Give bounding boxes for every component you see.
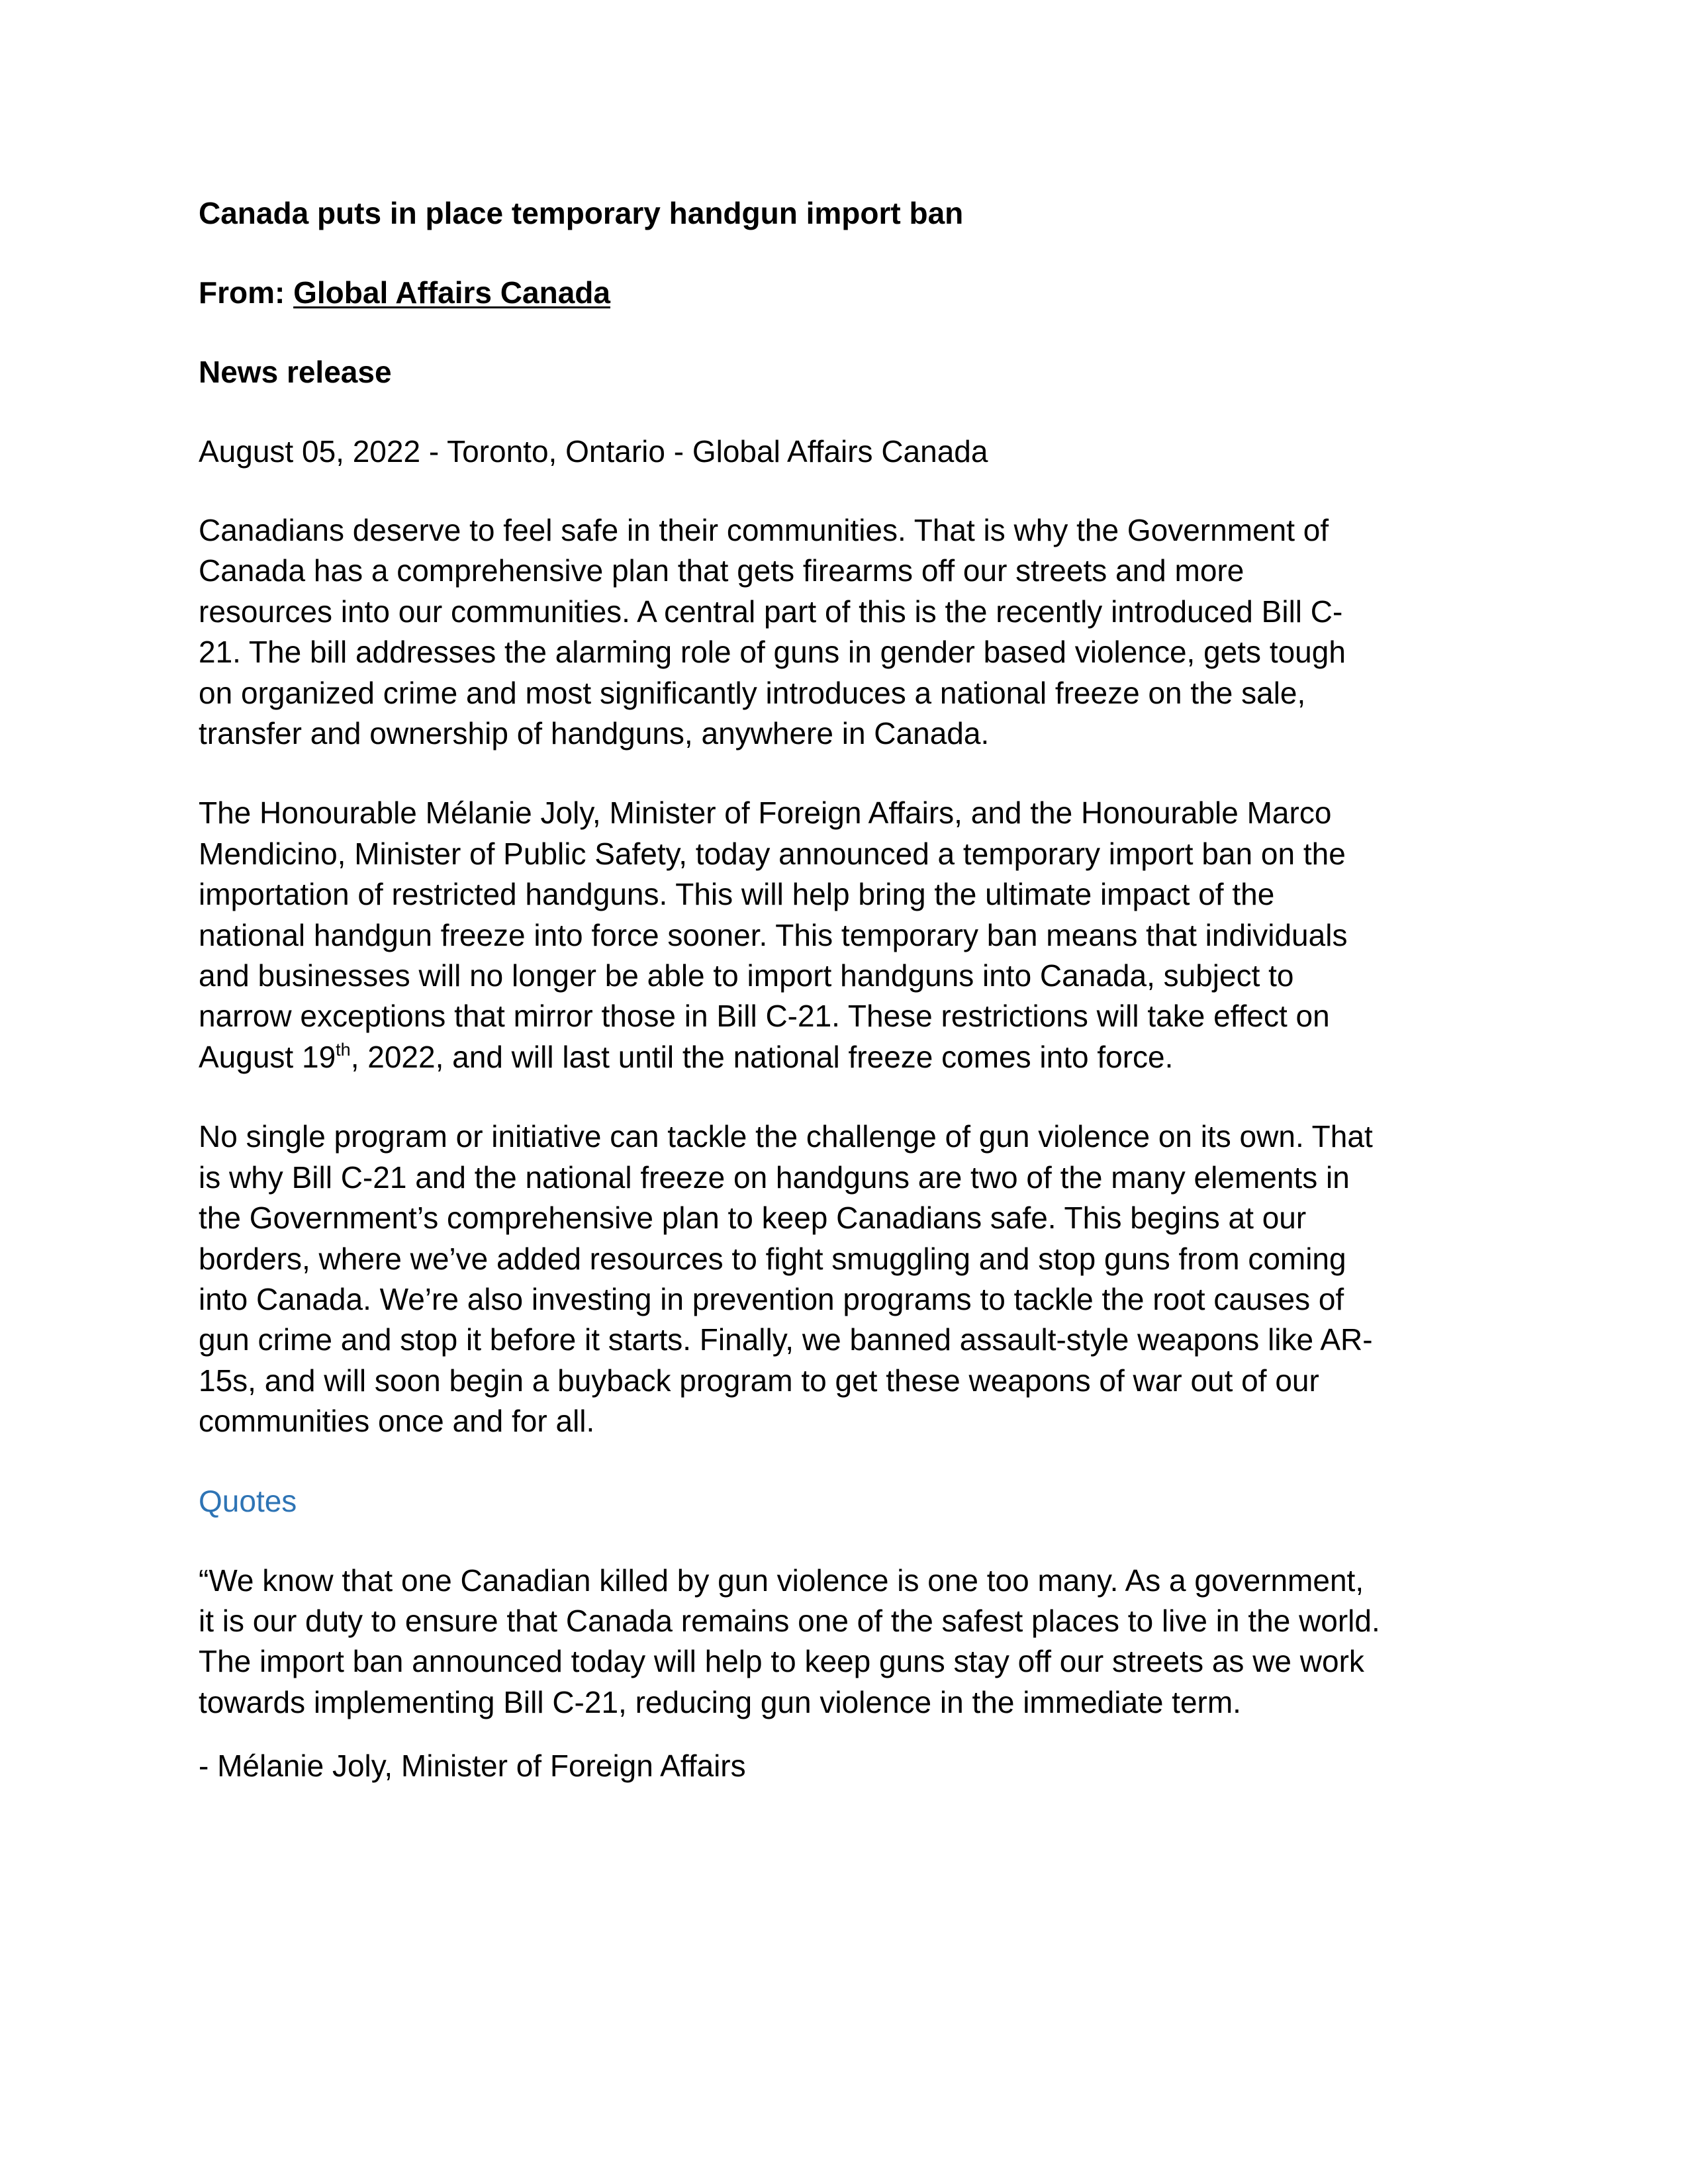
quote-attribution: - Mélanie Joly, Minister of Foreign Affairs [199,1749,746,1784]
quote-line: towards implementing Bill C-21, reducing gun violence in the immediate term. [199,1684,1241,1719]
paragraph-line: and businesses will no longer be able to import handguns into Canada, subject to [199,958,1294,993]
body-paragraph-2 [199,793,1496,1077]
body-paragraph-1 [199,510,1496,754]
paragraph-line: national handgun freeze into force sooner. This temporary ban means that individuals [199,917,1348,952]
paragraph-line [199,1037,1496,1077]
quotes-heading: Quotes [199,1483,297,1518]
source-label: From: [199,275,294,310]
source-link[interactable]: Global Affairs Canada [293,275,610,310]
paragraph-line: communities once and for all. [199,1404,595,1439]
quote-line: “We know that one Canadian killed by gun violence is one too many. As a government, [199,1563,1364,1598]
paragraph-line: importation of restricted handguns. This will help bring the ultimate impact of the [199,877,1275,912]
release-type: News release [199,355,392,389]
paragraph-line: Mendicino, Minister of Public Safety, today announced a temporary import ban on the [199,836,1346,871]
quote-text [199,1561,1496,1723]
quote-line: The import ban announced today will help to keep guns stay off our streets as we work [199,1644,1364,1679]
effective-date-text: August 19 [199,1039,336,1074]
document-title: Canada puts in place temporary handgun import ban [199,196,964,230]
source-line [199,273,1496,312]
paragraph-line: the Government’s comprehensive plan to keep Canadians safe. This begins at our [199,1201,1307,1236]
paragraph-line: 21. The bill addresses the alarming role of guns in gender based violence, gets tough [199,635,1346,670]
body-paragraph-3 [199,1116,1496,1441]
ordinal-suffix: th [336,1039,351,1060]
paragraph-line: transfer and ownership of handguns, anywhere in Canada. [199,716,990,751]
paragraph-line: Canadians deserve to feel safe in their communities. That is why the Government of [199,513,1329,547]
effective-date-rest: , 2022, and will last until the national freeze comes into force. [350,1039,1174,1074]
paragraph-line: is why Bill C-21 and the national freeze on handguns are two of the many elements in [199,1160,1350,1195]
dateline: August 05, 2022 - Toronto, Ontario - Global Affairs Canada [199,434,988,469]
paragraph-line: narrow exceptions that mirror those in Bill C-21. These restrictions will take effect on [199,999,1330,1034]
paragraph-line: Canada has a comprehensive plan that gets firearms off our streets and more [199,553,1244,588]
paragraph-line: into Canada. We’re also investing in prevention programs to tackle the root causes of [199,1281,1344,1316]
paragraph-line: resources into our communities. A central part of this is the recently introduced Bill C- [199,594,1343,629]
paragraph-line: borders, where we’ve added resources to fight smuggling and stop guns from coming [199,1241,1346,1276]
paragraph-line: on organized crime and most significantly introduces a national freeze on the sale, [199,675,1306,710]
document-page [199,193,1496,1786]
paragraph-line: 15s, and will soon begin a buyback program to get these weapons of war out of our [199,1363,1319,1398]
paragraph-line: No single program or initiative can tackle the challenge of gun violence on its own. That [199,1119,1373,1154]
paragraph-line: gun crime and stop it before it starts. Finally, we banned assault-style weapons like AR- [199,1322,1373,1357]
quote-line: it is our duty to ensure that Canada remains one of the safest places to live in the world. [199,1603,1380,1638]
paragraph-line: The Honourable Mélanie Joly, Minister of Foreign Affairs, and the Honourable Marco [199,796,1332,831]
